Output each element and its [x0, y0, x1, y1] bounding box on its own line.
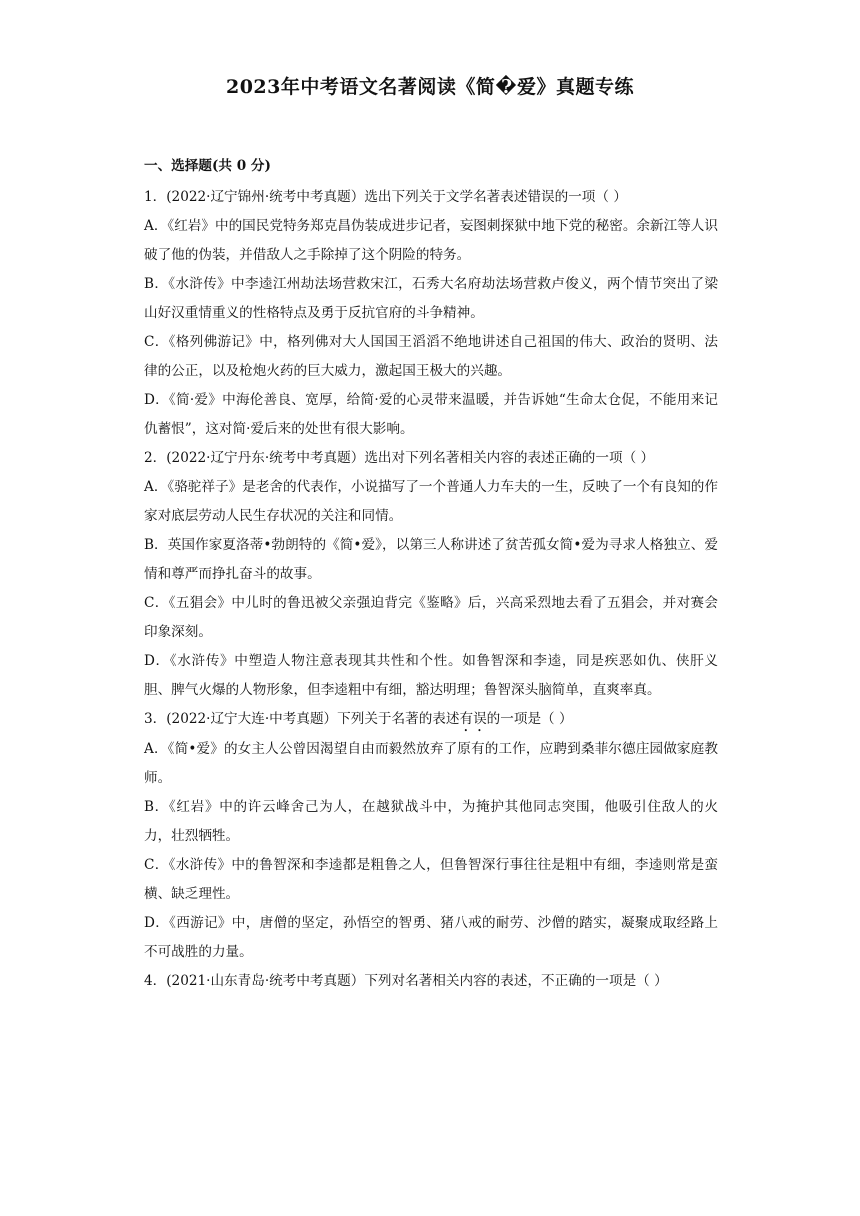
- question-section: [144, 152, 718, 996]
- option-c: C．《五猖会》中儿时的鲁迅被父亲强迫背完《鉴略》后，兴高采烈地去看了五猖会，并对赛会印象深刻。: [144, 595, 718, 640]
- option-d: D．《简·爱》中海伦善良、宽厚，给简·爱的心灵带来温暖，并告诉她“生命太仓促，不能用来记仇蓄恨”，这对简·爱后来的处世有很大影响。: [144, 392, 718, 437]
- option-c: C．《格列佛游记》中，格列佛对大人国国王滔滔不绝地讲述自己祖国的伟大、政治的贤明、法律的公正，以及枪炮火药的巨大威力，激起国王极大的兴趣。: [144, 334, 718, 379]
- option-b: B．英国作家夏洛蒂•勃朗特的《简•爱》，以第三人称讲述了贫苦孤女简•爱为寻求人格独立、爱情和尊严而挣扎奋斗的故事。: [144, 537, 718, 582]
- question-stem: [144, 705, 718, 735]
- emphasis-text: 有误: [459, 711, 487, 727]
- option-d: D．《水浒传》中塑造人物注意表现其共性和个性。如鲁智深和李逵，同是疾恶如仇、侠肝义胆、脾气火爆的人物形象，但李逵粗中有细，豁达明理；鲁智深头脑简单，直爽率真。: [144, 653, 718, 698]
- question-1: [144, 183, 718, 444]
- option-c: C．《水浒传》中的鲁智深和李逵都是粗鲁之人，但鲁智深行事往往是粗中有细，李逵则常是蛮横、缺乏理性。: [144, 857, 718, 902]
- question-stem: 4．(2021·山东青岛·统考中考真题）下列对名著相关内容的表述，不正确的一项是（ ）: [144, 973, 668, 989]
- question-4: [144, 967, 718, 996]
- question-stem-text: 3．(2022·辽宁大连·中考真题）下列关于名著的表述: [144, 711, 460, 727]
- question-stem: 2．(2022·辽宁丹东·统考中考真题）选出对下列名著相关内容的表述正确的一项（ ）: [144, 450, 655, 466]
- question-3: [144, 705, 718, 967]
- document-title: 2023年中考语文名著阅读《简�爱》真题专练: [225, 76, 635, 98]
- question-stem-text: 的一项是（ ）: [486, 711, 573, 727]
- option-a: A．《简•爱》的女主人公曾因渴望自由而毅然放弃了原有的工作，应聘到桑菲尔德庄园做家庭教师。: [144, 741, 718, 786]
- option-b: B．《水浒传》中李逵江州劫法场营救宋江，石秀大名府劫法场营救卢俊义，两个情节突出了梁山好汉重情重义的性格特点及勇于反抗官府的斗争精神。: [144, 276, 718, 321]
- question-stem: 1．(2022·辽宁锦州·统考中考真题）选出下列关于文学名著表述错误的一项（ ）: [144, 189, 627, 205]
- question-2: [144, 444, 718, 705]
- option-a: A．《骆驼祥子》是老舍的代表作，小说描写了一个普通人力车夫的一生，反映了一个有良知的作家对底层劳动人民生存状况的关注和同情。: [144, 479, 718, 524]
- option-d: D．《西游记》中，唐僧的坚定，孙悟空的智勇、猪八戒的耐劳、沙僧的踏实，凝聚成取经路上不可战胜的力量。: [144, 915, 718, 960]
- option-b: B．《红岩》中的许云峰舍己为人，在越狱战斗中，为掩护其他同志突围，他吸引住敌人的火力，壮烈牺牲。: [144, 799, 718, 844]
- section-heading: 一、选择题(共 0 分): [144, 158, 271, 174]
- option-a: A．《红岩》中的国民党特务郑克昌伪装成进步记者，妄图刺探狱中地下党的秘密。余新江等人识破了他的伪装，并借敌人之手除掉了这个阴险的特务。: [144, 218, 718, 263]
